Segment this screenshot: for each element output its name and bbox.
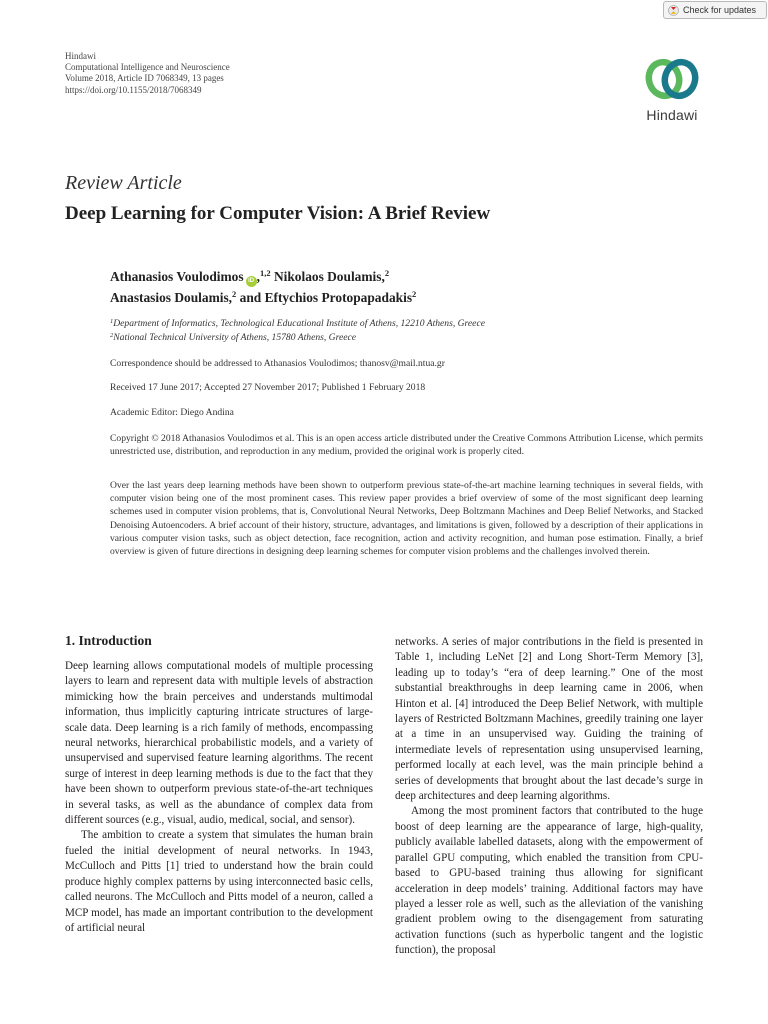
author-affiliation-sup: 2 <box>384 268 390 278</box>
doi-link[interactable]: https://doi.org/10.1155/2018/7068349 <box>65 84 202 95</box>
paragraph: networks. A series of major contributions in the field is presented in Table 1, including LeNet [2] and Long Short-Term Memory [3], leading up to today’s “era of deep learning.” One of the most substantial breakthroughs in deep learning came in 2006, when Hinton et al. [4] introduced the Deep Belief Network, with multiple layers of Restricted Boltzmann Machines, greedily training one layer at a time in an unsupervised way. Guiding the training of intermediate levels of representation using unsupervised learning, performed locally at each level, was the main principle behind a series of developments that brought about the last decade’s surge in deep architectures and deep learning algorithms. <box>395 636 703 803</box>
paragraph: The ambition to create a system that simulates the human brain fueled the initial development of neural networks. In 1943, McCulloch and Pitts [1] tried to understand how the brain could produce highly complex patterns by using interconnected basic cells, called neurons. The McCulloch and Pitts model of a neuron, called a MCP model, has made an important contribution to the development of artificial neural <box>65 829 373 934</box>
body-column-right <box>395 635 703 959</box>
affiliation-item: $^1$Department of Informatics, Technological Educational Institute of Athens, 12210 Athens, Greece <box>110 318 485 329</box>
crossmark-icon <box>668 5 679 16</box>
academic-editor: Academic Editor: Diego Andina <box>110 407 234 418</box>
publication-dates: Received 17 June 2017; Accepted 27 November 2017; Published 1 February 2018 <box>110 382 426 393</box>
affiliation-item: $^2$National Technical University of Athens, 15780 Athens, Greece <box>110 332 356 343</box>
orcid-icon[interactable]: iD <box>246 276 257 287</box>
author-line-1: Athanasios Voulodimos iD ,$^{1,2}$ Nikolaos Doulamis,$^2$ <box>110 266 416 287</box>
author-line-2 <box>110 287 416 308</box>
author-affiliation-sup: 2 <box>232 289 237 299</box>
journal-info <box>65 51 230 96</box>
paragraph: Among the most prominent factors that contributed to the huge boost of deep learning are the appearance of large, high-quality, publicly available labelled datasets, along with the empowerment of parallel GPU computing, which enabled the transition from CPU-based to GPU-based training thus allowing for significant acceleration in deep models’ training. Additional factors may have played a lesser role as well, such as the alleviation of the vanishing gradient problem owing to the disengagement from saturating activation functions (such as hyperbolic tangent and the logistic function), the proposal <box>395 805 703 957</box>
journal-name: Computational Intelligence and Neuroscience <box>65 62 230 73</box>
hindawi-logo <box>634 57 710 123</box>
paragraph: Deep learning allows computational models of multiple processing layers to learn and represent data with multiple levels of abstraction mimicking how the brain perceives and understands multimodal information, thus implicitly capturing intricate structures of large-scale data. Deep learning is a rich family of methods, encompassing neural networks, hierarchical probabilistic models, and a variety of unsupervised and supervised feature learning algorithms. The recent surge of interest in deep learning methods is due to the fact that they have been shown to outperform previous state-of-the-art techniques in several tasks, as well as the abundance of complex data from different sources (e.g., visual, audio, medical, social, and sensor). <box>65 660 373 827</box>
hindawi-wordmark: Hindawi <box>646 107 698 123</box>
author-list <box>110 266 416 308</box>
hindawi-rings-icon <box>644 57 700 101</box>
body-column-left <box>65 659 373 936</box>
article-title: Deep Learning for Computer Vision: A Brief Review <box>65 203 491 224</box>
author-affiliation-sup: 2 <box>412 289 417 299</box>
publisher-name: Hindawi <box>65 51 96 61</box>
author-name[interactable]: Anastasios Doulamis, <box>110 290 233 305</box>
author-affiliation-sup: 1,2 <box>259 268 271 278</box>
author-name[interactable]: Athanasios Voulodimos <box>110 269 244 284</box>
volume-info: Volume 2018, Article ID 7068349, 13 pages <box>65 73 224 84</box>
author-name[interactable]: Nikolaos Doulamis, <box>273 269 385 284</box>
affiliations <box>110 317 485 345</box>
check-for-updates-button[interactable] <box>663 1 767 19</box>
correspondence: Correspondence should be addressed to Athanasios Voulodimos; thanosv@mail.ntua.gr <box>110 358 445 369</box>
article-type: Review Article <box>65 172 182 194</box>
section-heading-introduction: 1. Introduction <box>65 633 152 648</box>
check-for-updates-label: Check for updates <box>683 5 757 15</box>
author-name[interactable]: and Eftychios Protopapadakis <box>239 290 413 305</box>
abstract: Over the last years deep learning methods have been shown to outperform previous state-of-the-art machine learning techniques in several fields, with computer vision being one of the most prominent cases. This review paper provides a brief overview of some of the most significant deep learning schemes used in computer vision problems, that is, Convolutional Neural Networks, Deep Boltzmann Machines and Deep Belief Networks, and Stacked Denoising Autoencoders. A brief account of their history, structure, advantages, and limitations is given, followed by a description of their applications in various computer vision tasks, such as object detection, face recognition, action and activity recognition, and human pose estimation. Finally, a brief overview is given of future directions in designing deep learning schemes for computer vision problems and the challenges involved therein. <box>110 480 703 558</box>
copyright-notice: Copyright © 2018 Athanasios Voulodimos et al. This is an open access article distributed under the Creative Commons Attribution License, which permits unrestricted use, distribution, and reproduction in any medium, provided the original work is properly cited. <box>110 433 703 458</box>
